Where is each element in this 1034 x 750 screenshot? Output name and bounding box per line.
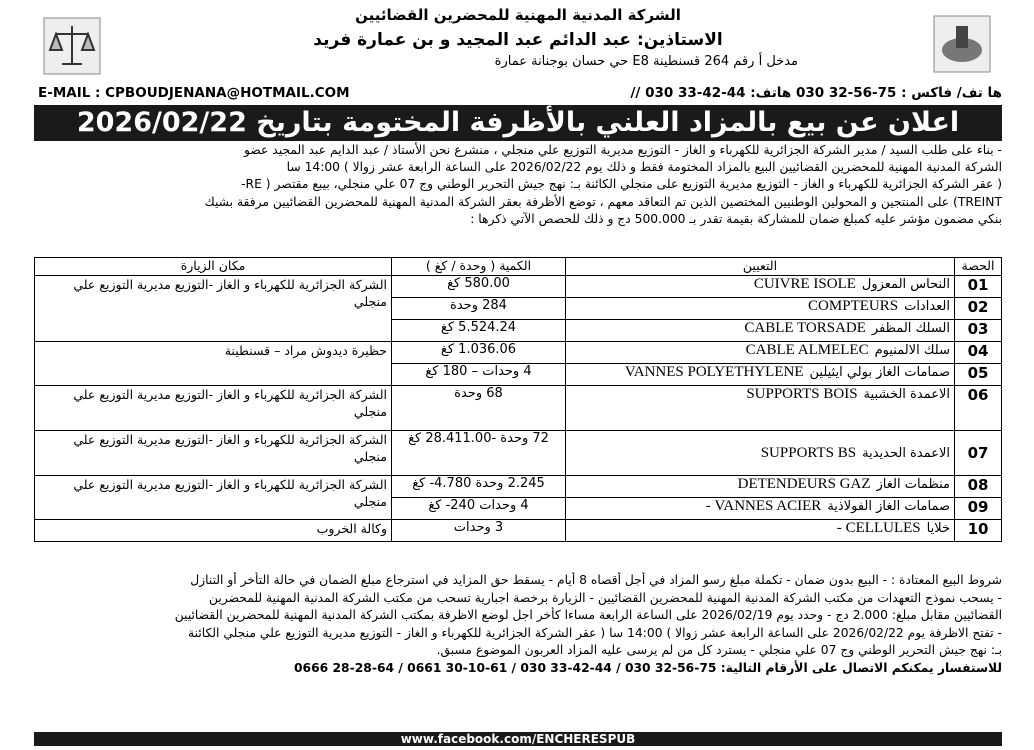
- lot-quantity: 68 وحدة: [392, 386, 566, 431]
- sale-conditions: [34, 572, 1002, 677]
- bailiff-names: الاستاذين: عبد الدائم عبد المجيد و بن عمارة فريد: [313, 30, 723, 50]
- lot-quantity: 284 وحدة: [392, 298, 566, 320]
- col-header-lot: الحصة: [955, 258, 1002, 276]
- auction-notice: [28, 4, 1008, 746]
- condition-line: شروط البيع المعتادة : - البيع بدون ضمان - تكملة مبلغ رسو المزاد في أجل أقصاه 8 أيام - يسقط حق المزايد في استرجاع مبلغ الضمان في حالة التأخر أو التنازل: [190, 573, 1002, 587]
- table-row: [35, 342, 1002, 364]
- condition-line: - يسحب نموذج التعهدات من مكتب الشركة المدنية المهنية للمحضرين القضائيين - الزيارة برخصة اجبارية تسحب من مكتب الشركة المدنية المهنية للمحضرين: [209, 590, 1002, 605]
- lot-number: 10: [955, 520, 1002, 542]
- lots-table: [34, 257, 1002, 542]
- table-row: [35, 520, 1002, 542]
- company-name: الشركة المدنية المهنية للمحضرين القضائيين: [355, 6, 681, 24]
- lot-number: 01: [955, 276, 1002, 298]
- designation-ar: خلايا: [926, 521, 950, 536]
- col-header-quantity: الكمية ( وحدة / كغ ): [392, 258, 566, 276]
- lot-number: 05: [955, 364, 1002, 386]
- designation-fr: VANNES ACIER -: [705, 498, 822, 514]
- phone-numbers: ها تف/ فاكس : 75-56-32 030 هاتف: 44-42-33 030 //: [630, 85, 1002, 101]
- lot-number: 07: [955, 431, 1002, 476]
- condition-line: - تفتح الاظرفة يوم 2026/02/22 على الساعة الرابعة عشر زوالا ) 14:00 سا ( عقر الشركة الجزائرية للكهرباء و الغاز - التوزيع مديرية التوزيع علي منجلي الكائنة: [188, 625, 1002, 640]
- designation-fr: SUPPORTS BOIS: [746, 386, 858, 402]
- col-header-location: مكان الزيارة: [35, 258, 392, 276]
- table-row: [35, 476, 1002, 498]
- designation-ar: العدادات: [904, 299, 950, 314]
- lot-number: 03: [955, 320, 1002, 342]
- designation-fr: CUIVRE ISOLE: [753, 276, 856, 292]
- table-header-row: [35, 258, 1002, 276]
- scales-logo-icon: [42, 16, 102, 76]
- visit-location: الشركة الجزائرية للكهرباء و الغاز -التوزيع مديرية التوزيع علي منجلي: [35, 386, 392, 431]
- facebook-link[interactable]: www.facebook.com/ENCHERESPUB: [34, 732, 1002, 746]
- lot-designation: [566, 520, 955, 542]
- visit-location: وكالة الخروب: [35, 520, 392, 542]
- lot-designation: [566, 431, 955, 476]
- lot-quantity: 5.524.24 كغ: [392, 320, 566, 342]
- lot-number: 04: [955, 342, 1002, 364]
- designation-fr: CELLULES -: [836, 520, 921, 536]
- lot-quantity: 580.00 كغ: [392, 276, 566, 298]
- table-row: [35, 431, 1002, 476]
- designation-fr: SUPPORTS BS: [760, 444, 857, 461]
- intro-line: بنكي مضمون مؤشر عليه كمبلغ ضمان للمشاركة بقيمة تقدر بـ 500.000 دج و ذلك للحصص الآتي ذكرها :: [470, 211, 1002, 226]
- designation-ar: صمامات الغاز الفولاذية: [827, 499, 950, 514]
- address-line: مدخل أ رقم 264 قسنطينة E8 حي حسان بوجنانة عمارة: [494, 54, 798, 69]
- designation-ar: صمامات الغاز بولي ايثيلين: [809, 365, 950, 380]
- lot-number: 02: [955, 298, 1002, 320]
- table-row: [35, 276, 1002, 298]
- lot-designation: [566, 320, 955, 342]
- designation-fr: DETENDEURS GAZ: [737, 476, 871, 492]
- letterhead: [28, 4, 1008, 104]
- designation-ar: النحاس المعزول: [861, 277, 950, 292]
- contact-numbers: للاستفسار يمكنكم الاتصال على الأرقام التالية: 75-56-32 030 / 44-42-33 030 / 61-10-30 0661 / 64-28-28 0666: [293, 660, 1002, 675]
- lot-designation: [566, 276, 955, 298]
- intro-line: - بناء على طلب السيد / مدير الشركة الجزائرية للكهرباء و الغاز - التوزيع مديرية التوزيع علي منجلي ، منشرع نحن الأستاذ / عبد الدايم عبد المجيد عضو: [244, 143, 1002, 157]
- intro-line: الشركة المدنية المهنية للمحضرين القضائيين البيع بالمزاد المختومة فقط و ذلك يوم 2026/02/22 على الساعة الرابعة عشر زوالا ) 14:00 سا: [286, 160, 1002, 175]
- lot-quantity: 4 وحدات 240- كغ: [392, 498, 566, 520]
- lot-quantity: 72 وحدة -28.411.00 كغ: [392, 431, 566, 476]
- designation-ar: الاعمدة الخشبية: [863, 387, 950, 402]
- designation-fr: COMPTEURS: [808, 298, 899, 314]
- designation-fr: CABLE ALMELEC: [745, 342, 869, 358]
- intro-text: [34, 142, 1002, 228]
- designation-ar: السلك المظفر: [871, 321, 950, 336]
- designation-ar: الاعمدة الحديدية: [862, 445, 950, 461]
- lot-designation: [566, 386, 955, 431]
- lot-designation: [566, 498, 955, 520]
- visit-location: الشركة الجزائرية للكهرباء و الغاز -التوزيع مديرية التوزيع علي منجلي: [35, 431, 392, 476]
- lot-designation: [566, 476, 955, 498]
- lot-quantity: 4 وحدات – 180 كغ: [392, 364, 566, 386]
- auction-title-banner: اعلان عن بيع بالمزاد العلني بالأظرفة المختومة بتاريخ 2026/02/22: [34, 105, 1002, 141]
- lot-quantity: 1.036.06 كغ: [392, 342, 566, 364]
- lot-number: 09: [955, 498, 1002, 520]
- lot-quantity: 2.245 وحدة 4.780- كغ: [392, 476, 566, 498]
- intro-line: ( عقر الشركة الجزائرية للكهرباء و الغاز - التوزيع مديرية التوزيع على منجلي الكائنة بـ: نهج جيش التحرير الوطني وج 07 علي منجلي، بيبع مقتصر ( RE-: [241, 177, 1002, 192]
- seal-logo-icon: [932, 14, 992, 74]
- condition-line: بـ: نهج جيش التحرير الوطني وج 07 علي منجلي - يسترد كل من لم يرسى عليه المزاد العربون الموضوع مسبق.: [436, 643, 1002, 657]
- visit-location: الشركة الجزائرية للكهرباء و الغاز -التوزيع مديرية التوزيع علي منجلي: [35, 276, 392, 342]
- email-link[interactable]: E-MAIL : CPBOUDJENANA@HOTMAIL.COM: [38, 85, 350, 101]
- designation-ar: منظمات الغاز: [876, 477, 950, 492]
- lot-quantity: 3 وحدات: [392, 520, 566, 542]
- visit-location: حظيرة ديدوش مراد – قسنطينة: [35, 342, 392, 386]
- lot-designation: [566, 364, 955, 386]
- table-row: [35, 386, 1002, 431]
- intro-line: TREINT) على المنتجين و المحولين الوطنيين المختصين الذين تم التعاقد معهم ، توضع الأظرفة بعقر الشركة المدنية المهنية للمحضرين القضائيين مرفقة بشيك: [204, 194, 1002, 209]
- condition-line: القضائيين مقابل مبلغ: 2.000 دج - وحدد يوم 2026/02/19 على الساعة الرابعة مساءا كأخر اجل لوضع الاظرفة بمكتب الشركة المدنية المهنية للمحضرين القضائيين: [174, 608, 1002, 622]
- designation-fr: VANNES POLYETHYLENE: [624, 364, 804, 380]
- lot-designation: [566, 342, 955, 364]
- lot-number: 06: [955, 386, 1002, 431]
- visit-location: الشركة الجزائرية للكهرباء و الغاز -التوزيع مديرية التوزيع علي منجلي: [35, 476, 392, 520]
- designation-fr: CABLE TORSADE: [744, 320, 866, 336]
- col-header-designation: التعيين: [566, 258, 955, 276]
- lot-designation: [566, 298, 955, 320]
- designation-ar: سلك الالمنيوم: [874, 343, 950, 358]
- lot-number: 08: [955, 476, 1002, 498]
